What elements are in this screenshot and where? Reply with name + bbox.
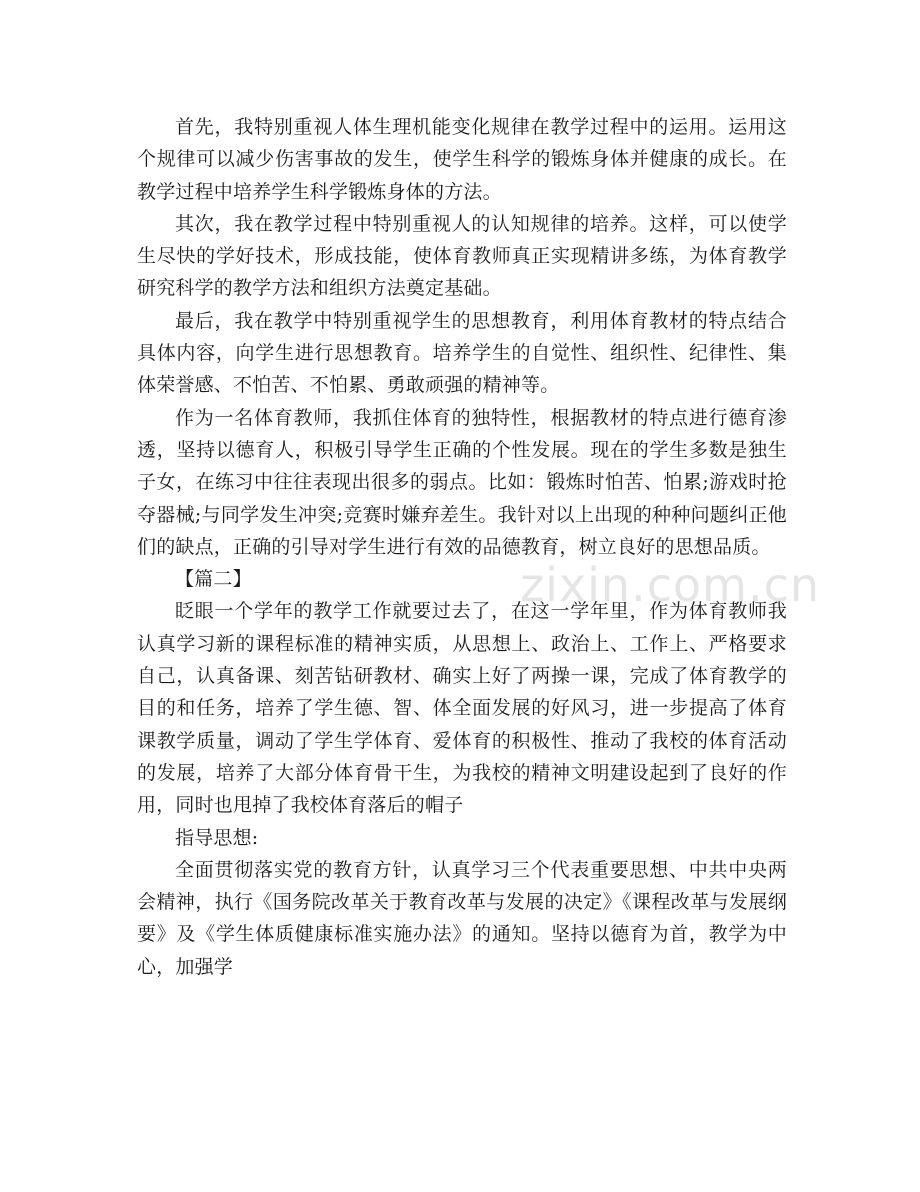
watermark: zixin.com.cn [520,558,821,612]
subheading-guiding-thought: 指导思想: [175,826,259,849]
document-body [137,111,787,983]
section-heading-part-two: 【篇二】 [175,568,252,591]
paragraph-first: 首先，我特别重视人体生理机能变化规律在教学过程中的运用。运用这个规律可以减少伤害事故的发生，使学生科学的锻炼身体并健康的成长。在教学过程中培养学生科学锻炼身体的方法。 [137,116,787,203]
paragraph-moral-education: 作为一名体育教师，我抓住体育的独特性，根据教材的特点进行德育渗透，坚持以德育人，积极引导学生正确的个性发展。现在的学生多数是独生子女，在练习中往往表现出很多的弱点。比如：锻炼时怕苦、怕累;游戏时抢夺器械;与同学发生冲突;竞赛时嫌弃差生。我针对以上出现的种种问题纠正他们的缺点，正确的引导对学生进行有效的品德教育，树立良好的思想品质。 [137,406,787,558]
paragraph-school-year: 眨眼一个学年的教学工作就要过去了，在这一学年里，作为体育教师我认真学习新的课程标准的精神实质，从思想上、政治上、工作上、严格要求自己，认真备课、刻苦钻研教材、确实上好了两操一课，完成了体育教学的目的和任务，培养了学生德、智、体全面发展的好风习，进一步提高了体育课教学质量，调动了学生学体育、爱体育的积极性、推动了我校的体育活动的发展，培养了大部分体育骨干生，为我校的精神文明建设起到了良好的作用，同时也甩掉了我校体育落后的帽子 [137,600,787,817]
paragraph-second: 其次，我在教学过程中特别重视人的认知规律的培养。这样，可以使学生尽快的学好技术，形成技能，使体育教师真正实现精讲多练，为体育教学研究科学的教学方法和组织方法奠定基础。 [137,212,787,300]
paragraph-finally: 最后，我在教学中特别重视学生的思想教育，利用体育教材的特点结合具体内容，向学生进行思想教育。培养学生的自觉性、组织性、纪律性、集体荣誉感、不怕苦、不怕累、勇敢顽强的精神等。 [137,309,787,397]
paragraph-policy: 全面贯彻落实党的教育方针，认真学习三个代表重要思想、中共中央两会精神，执行《国务院改革关于教育改革与发展的决定》《课程改革与发展纲要》及《学生体质健康标准实施办法》的通知。坚持以德育为首，教学为中心，加强学 [137,858,787,978]
